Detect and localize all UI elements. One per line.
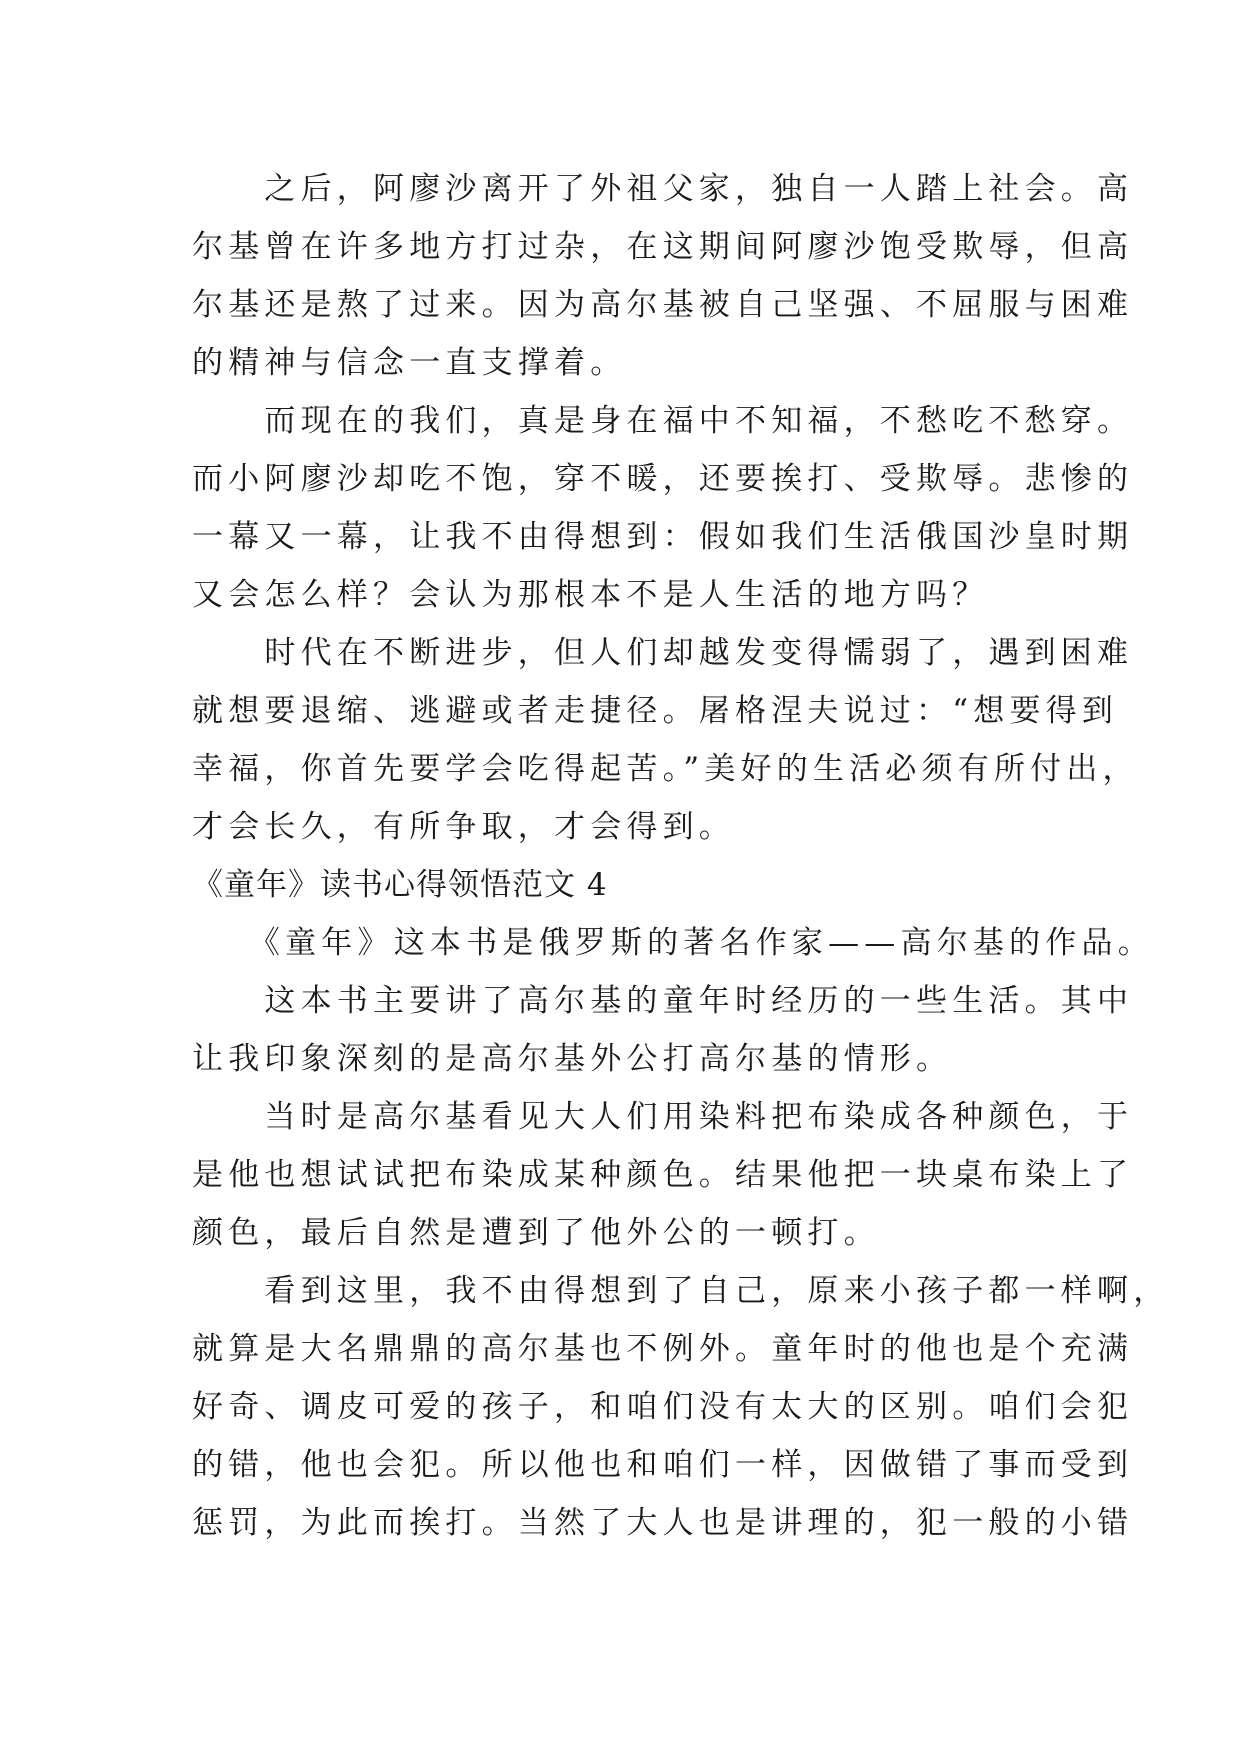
text-line: 尔基曾在许多地方打过杂，在这期间阿廖沙饱受欺辱，但高 xyxy=(192,229,1134,265)
text-line: 颜色，最后自然是遭到了他外公的一顿打。 xyxy=(192,1215,880,1251)
text-line: 就想要退缩、逃避或者走捷径。屠格涅夫说过：“想要得到 xyxy=(192,693,1119,729)
text-line: 尔基还是熬了过来。因为高尔基被自己坚强、不屈服与困难 xyxy=(192,287,1134,323)
section-title: 《童年》读书心得领悟范文 4 xyxy=(192,867,608,903)
text-line: 时代在不断进步，但人们却越发变得懦弱了，遇到困难 xyxy=(192,635,1134,671)
paragraph xyxy=(192,624,1139,856)
paragraph xyxy=(192,160,1134,392)
text-line: 《童年》这本书是俄罗斯的著名作家——高尔基的作品。 xyxy=(192,925,1154,961)
paragraph xyxy=(192,1088,1134,1262)
text-line: 之后，阿廖沙离开了外祖父家，独自一人踏上社会。高 xyxy=(192,171,1134,207)
paragraph xyxy=(192,914,1154,972)
text-line: 的错，他也会犯。所以他也和咱们一样，因做错了事而受到 xyxy=(192,1447,1134,1483)
text-line: 惩罚，为此而挨打。当然了大人也是讲理的，犯一般的小错 xyxy=(192,1505,1134,1541)
text-line: 一幕又一幕，让我不由得想到：假如我们生活俄国沙皇时期 xyxy=(192,519,1134,555)
text-line: 而小阿廖沙却吃不饱，穿不暖，还要挨打、受欺辱。悲惨的 xyxy=(192,461,1134,497)
text-line: 当时是高尔基看见大人们用染料把布染成各种颜色，于 xyxy=(192,1099,1134,1135)
text-line: 这本书主要讲了高尔基的童年时经历的一些生活。其中 xyxy=(192,983,1134,1019)
paragraph xyxy=(192,1262,1170,1552)
document-body xyxy=(192,160,1170,1552)
text-line: 的精神与信念一直支撑着。 xyxy=(192,345,627,381)
text-line: 幸福，你首先要学会吃得起苦。”美好的生活必须有所付出， xyxy=(192,751,1139,787)
paragraph xyxy=(192,972,1134,1088)
text-line: 就算是大名鼎鼎的高尔基也不例外。童年时的他也是个充满 xyxy=(192,1331,1134,1367)
text-line: 又会怎么样？会认为那根本不是人生活的地方吗？ xyxy=(192,577,989,613)
text-line: 好奇、调皮可爱的孩子，和咱们没有太大的区别。咱们会犯 xyxy=(192,1389,1134,1425)
paragraph xyxy=(192,392,1134,624)
text-line: 让我印象深刻的是高尔基外公打高尔基的情形。 xyxy=(192,1041,953,1077)
text-line: 是他也想试试把布染成某种颜色。结果他把一块桌布染上了 xyxy=(192,1157,1134,1193)
text-line: 看到这里，我不由得想到了自己，原来小孩子都一样啊， xyxy=(192,1273,1170,1309)
text-line: 而现在的我们，真是身在福中不知福，不愁吃不愁穿。 xyxy=(192,403,1134,439)
text-line: 才会长久，有所争取，才会得到。 xyxy=(192,809,735,845)
